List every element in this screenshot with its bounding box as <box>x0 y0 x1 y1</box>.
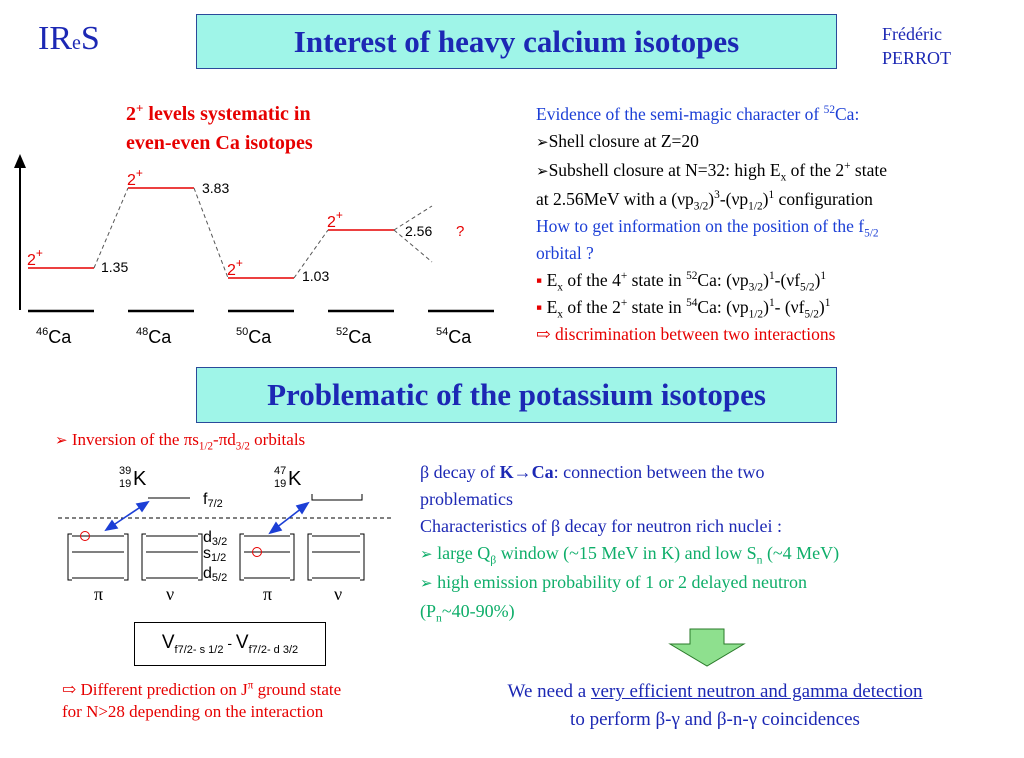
k47-label: K <box>288 468 302 490</box>
nu-label: ν <box>166 584 175 604</box>
beta-decay-block <box>420 459 1020 625</box>
heading-sup: + <box>136 100 144 116</box>
arrow-bullet-icon: ➢ <box>536 164 549 180</box>
interaction-formula-box: $V_{f7/2- s 1/2} - V_{f7/2- d 3/2}$ <box>134 622 326 666</box>
logo-part: S <box>80 20 100 57</box>
evidence-line: ▪ $E_x$ of the 2+ state in $^{54}$Ca: $(\nu p_{1/2})^1-$ $(\nu f_{5/2})^1$ <box>536 297 831 321</box>
sd-shell-nu-39 <box>142 534 202 580</box>
hollow-arrow-icon: ⇨ <box>62 680 77 699</box>
logo-part: e <box>72 32 81 54</box>
beta-line: $(P_n\sim 40-90\%)$ <box>420 601 515 625</box>
heading-text: 2 <box>126 103 136 125</box>
axis-arrowhead <box>14 154 26 168</box>
interaction-arrow-icon <box>112 506 142 526</box>
sd-shell-pi-39 <box>68 534 128 580</box>
square-bullet-icon: ▪ <box>536 270 543 290</box>
sd-shell-pi-47 <box>240 534 294 580</box>
orbital-diagram <box>50 452 400 612</box>
pi-label: π <box>263 584 273 604</box>
beta-line: problematics <box>420 489 513 509</box>
ires-logo <box>38 20 100 58</box>
title-text: Problematic of the potassium isotopes <box>267 377 766 412</box>
d52-label: d5/2 <box>203 565 228 584</box>
sd-shell-nu-47 <box>308 534 364 580</box>
prediction-text: ⇨ Different prediction on $J^\pi$ ground state for N>28 depending on the interaction <box>62 679 342 721</box>
conclusion-text: We need a very efficient neutron and gamma detection to perform β-γ and β-n-γ coincidences <box>507 681 923 730</box>
unknown-marker: ? <box>456 223 465 240</box>
k47-label: 47 <box>274 465 287 477</box>
trend-line <box>94 188 128 268</box>
nucleus-label: $^{52}$Ca <box>336 326 372 347</box>
heading-text: levels systematic in <box>143 103 311 125</box>
author-first: Frédéric <box>882 24 942 44</box>
inversion-line: ➢ Inversion of the $\pi s_{1/2}-\pi d_{3/2}$ orbitals <box>55 430 306 453</box>
s12-label: s1/2 <box>203 545 227 564</box>
heading-text: even-even Ca isotopes <box>126 132 313 154</box>
evidence-line: ⇨ discrimination between two interactions <box>536 324 836 344</box>
k39-label: 19 <box>119 478 132 490</box>
arrow-bullet-icon: ➢ <box>55 433 68 449</box>
pi-label: π <box>94 584 104 604</box>
k39-label: K <box>133 468 147 490</box>
level-scheme-diagram <box>0 150 520 350</box>
beta-line: Characteristics of β decay for neutron rich nuclei : <box>420 516 783 536</box>
nu-label: ν <box>334 584 343 604</box>
arrow-bullet-icon: ➢ <box>536 135 549 151</box>
energy-value: 2.56 <box>405 223 433 239</box>
trend-line <box>194 188 228 278</box>
evidence-line: How to get information on the position of the $f_{5/2}$ <box>536 216 879 240</box>
nucleus-label: $^{46}$Ca <box>36 326 72 347</box>
evidence-line: ▪ $E_x$ of the 4+ state in $^{52}$Ca: $(\nu p_{3/2})^1-(\nu f_{5/2})^1$ <box>536 270 827 294</box>
arrow-bullet-icon: ➢ <box>420 547 433 563</box>
state-label: 2+ <box>127 166 143 189</box>
title-interest <box>196 14 837 69</box>
arrowhead <box>137 502 148 511</box>
arrow-bullet-icon: ➢ <box>420 576 433 592</box>
nucleus-label: $^{48}$Ca <box>136 326 172 347</box>
state-label: 2+ <box>227 256 243 279</box>
energy-value: 1.35 <box>101 259 129 275</box>
author-last: PERROT <box>882 48 952 68</box>
state-label: 2+ <box>327 208 343 231</box>
evidence-line: ➢Shell closure at Z=20 <box>536 131 699 151</box>
nucleus-label: $^{54}$Ca <box>436 326 472 347</box>
energy-value: 1.03 <box>302 268 330 284</box>
square-bullet-icon: ▪ <box>536 297 543 317</box>
evidence-block <box>536 101 1006 348</box>
evidence-line: Evidence of the semi-magic character of $^{52}$Ca: <box>536 104 860 124</box>
evidence-line: orbital ? <box>536 243 594 263</box>
hollow-arrow-icon: ⇨ <box>536 324 551 344</box>
logo-part: IR <box>38 20 72 57</box>
title-potassium <box>196 367 837 423</box>
beta-line: β decay of K→Ca: connection between the two <box>420 462 765 482</box>
energy-value: 3.83 <box>202 180 230 196</box>
beta-line: ➢ high emission probability of 1 or 2 delayed neutron <box>420 572 808 592</box>
state-label: 2+ <box>27 246 43 269</box>
evidence-line: at 2.56MeV with a $(\nu p_{3/2})^3-(\nu p_{1/2})^1$ configuration <box>536 189 873 213</box>
nucleus-label: $^{50}$Ca <box>236 326 272 347</box>
d32-label: d3/2 <box>203 529 228 548</box>
beta-line: ➢ large $Q_\beta$ window (~15 MeV in K) and low $S_n$ (~4 MeV) <box>420 543 840 567</box>
title-text: Interest of heavy calcium isotopes <box>293 24 740 59</box>
evidence-line: ➢Subshell closure at N=32: high $E_x$ of the 2+ state <box>536 160 887 184</box>
arrowhead <box>106 521 117 530</box>
f72-level-47 <box>312 494 362 500</box>
k39-label: 39 <box>119 465 132 477</box>
f72-label: f7/2 <box>203 491 223 510</box>
down-arrow-icon <box>668 628 748 668</box>
author-name <box>882 22 951 70</box>
k47-label: 19 <box>274 478 287 490</box>
